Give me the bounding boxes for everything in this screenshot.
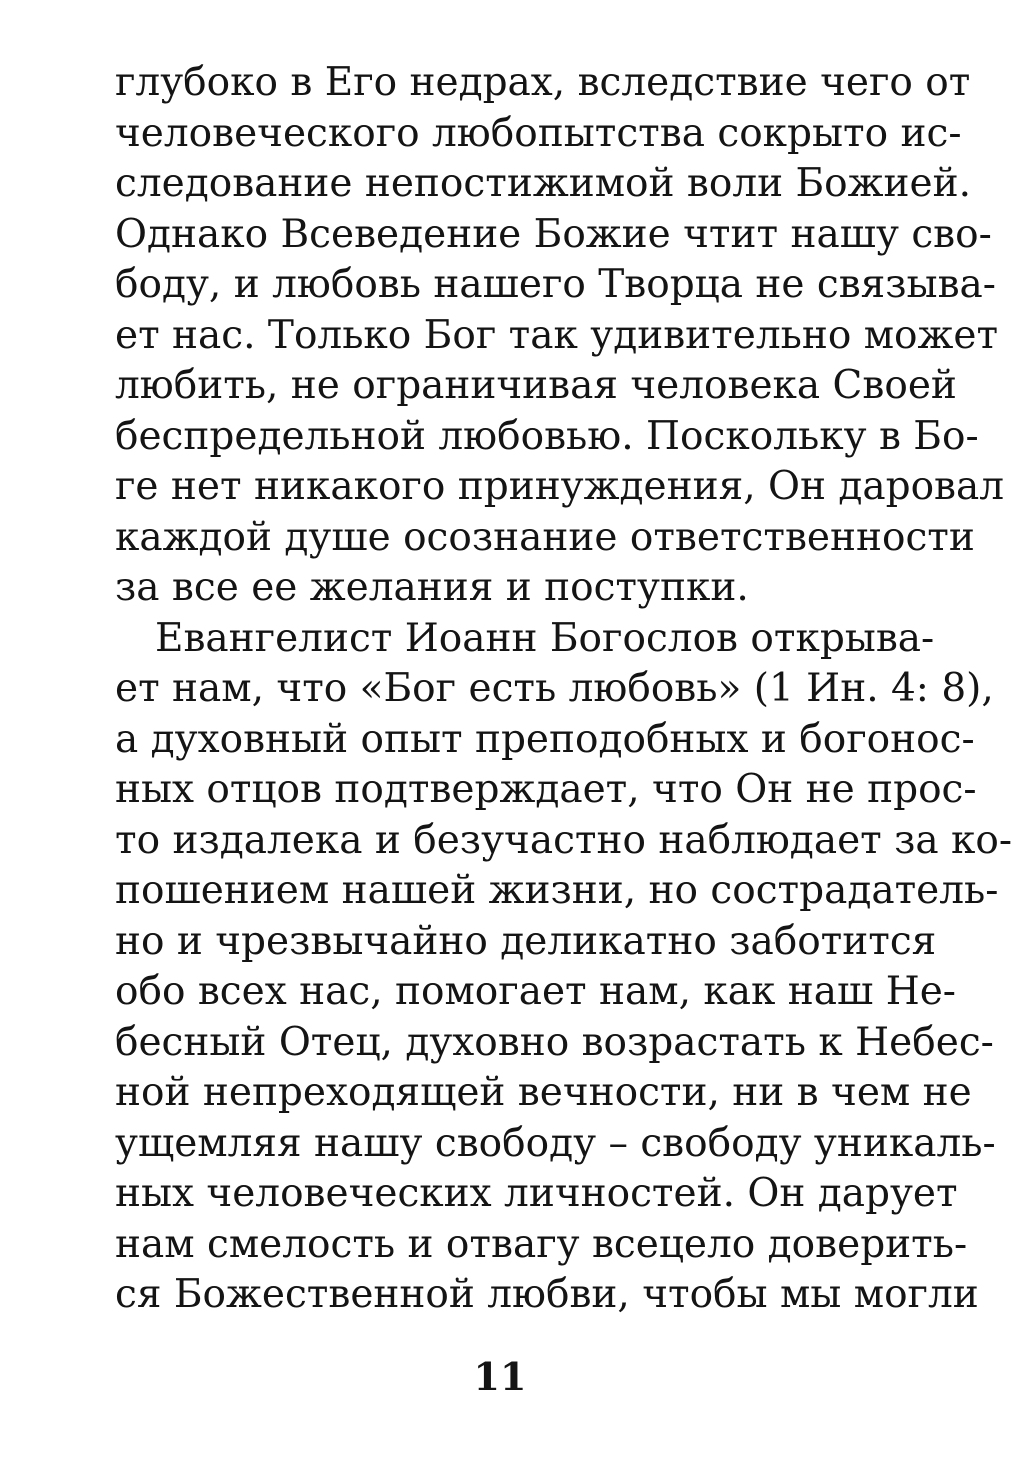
text-line: Евангелист Иоанн Богослов открыва-: [155, 615, 935, 661]
text-line: ных отцов подтверждает, что Он не прос-: [115, 767, 977, 812]
text-line: следование непостижимой воли Божией.: [115, 161, 971, 206]
text-line: ных человеческих личностей. Он дарует: [115, 1171, 958, 1216]
text-line: ге нет никакого принуждения, Он даровал: [115, 464, 1005, 509]
text-line: пошением нашей жизни, но сострадатель-: [115, 868, 999, 913]
text-line: ет нам, что «Бог есть любовь» (1 Ин. 4: 8),: [115, 666, 994, 711]
text-line: каждой душе осознание ответственности: [115, 514, 975, 560]
text-line: но и чрезвычайно деликатно заботится: [115, 918, 937, 964]
text-line: обо всех нас, помогает нам, как наш Не-: [115, 969, 956, 1014]
text-line: а духовный опыт преподобных и богонос-: [115, 716, 975, 762]
text-line: ущемляя нашу свободу – свободу уникаль-: [115, 1120, 996, 1166]
text-line: беспредельной любовью. Поскольку в Бо-: [115, 413, 979, 459]
text-line: ет нас. Только Бог так удивительно может: [115, 312, 999, 358]
text-line: нам смелость и отвагу всецело доверить-: [115, 1221, 968, 1267]
text-line: за все ее желания и поступки.: [115, 565, 749, 610]
text-line: бесный Отец, духовно возрастать к Небес-: [115, 1019, 994, 1065]
text-line: то издалека и безучастно наблюдает за ко-: [115, 817, 1012, 863]
paragraph-2: [115, 614, 1012, 1321]
text-line: боду, и любовь нашего Творца не связыва-: [115, 262, 996, 307]
body-text: [115, 58, 1012, 1321]
text-line: любить, не ограничивая человека Своей: [115, 363, 957, 408]
text-line: ной непреходящей вечности, ни в чем не: [115, 1070, 972, 1115]
text-line: человеческого любопытства сокрыто ис-: [115, 110, 962, 156]
text-line: Однако Всеведение Божие чтит нашу сво-: [115, 211, 992, 257]
page-number: 11: [473, 1354, 527, 1399]
text-line: глубоко в Его недрах, вследствие чего от: [115, 60, 971, 105]
text-line: ся Божественной любви, чтобы мы могли: [115, 1272, 979, 1317]
paragraph-1: [115, 58, 1005, 614]
